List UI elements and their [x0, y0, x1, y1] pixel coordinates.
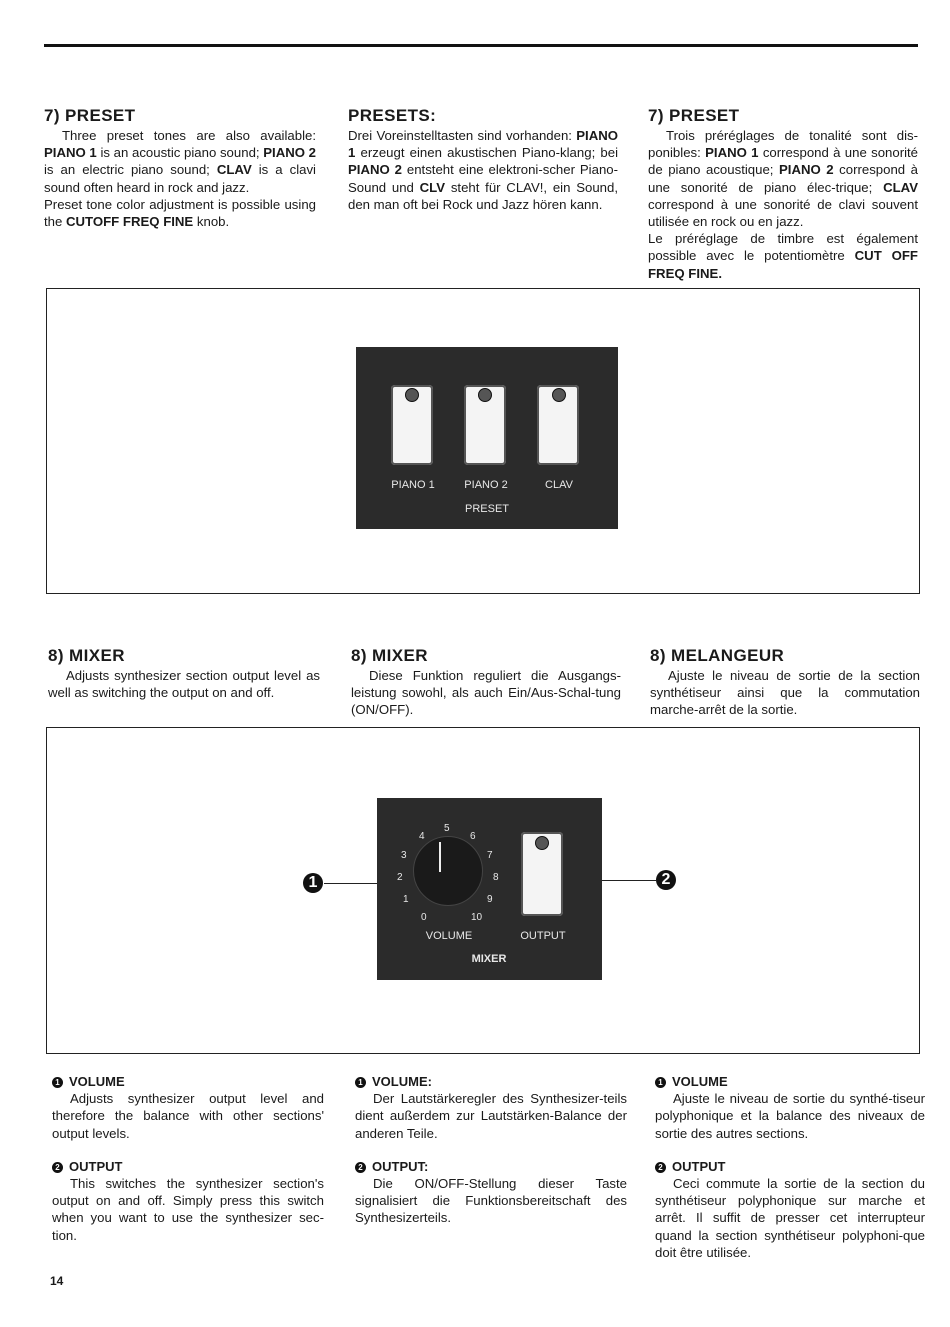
page-number: 14 [50, 1274, 64, 1288]
preset-fr: 7) PRESET Trois préréglages de tonalité sont dis-ponibles: PIANO 1 correspond à une sonorité de piano acoustique; PIANO 2 correspond à une sonorité de piano élec-trique; CLAV correspond à une sonorité de clavi souvent utilisée en rock ou en jazz. Le préréglage de timbre est également possible avec le potentiomètre CUT OFF FREQ FINE. [648, 106, 919, 281]
preset-section-label: PRESET [464, 503, 509, 515]
volume-tick: 4 [419, 831, 425, 842]
output-heading: OUTPUT [69, 1158, 123, 1174]
mixer-de: 8) MIXER Diese Funktion reguliert die Ausgangs-leistung sowohl, als auch Ein/Aus-Schal-tung (ON/OFF). [351, 646, 621, 718]
volume-tick: 5 [444, 823, 450, 834]
volume-heading: VOLUME: [372, 1074, 432, 1089]
volume-knob-pointer [439, 842, 441, 872]
volume-tick: 0 [421, 912, 427, 923]
top-rule [44, 44, 918, 47]
mixer-panel-photo [377, 798, 602, 980]
mixer-section-label: MIXER [471, 953, 507, 965]
details-de: 1 VOLUME: Der Lautstärkeregler des Synthesizer-teils dient außerdem zur Lautstärken-Balance der anderen Teile. 2 OUTPUT: Die ON/OFF-Stellung dieser Taste signalisiert die Funktionsbereitschaft des Synthesizerteils. [355, 1074, 627, 1226]
preset-en-heading: 7) PRESET [44, 106, 136, 125]
mixer-fr-heading: 8) MELANGEUR [650, 646, 785, 665]
callout-line-1 [324, 883, 377, 884]
preset-de-heading: PRESETS: [348, 106, 437, 125]
volume-tick: 9 [487, 894, 493, 905]
clav-led [552, 388, 566, 402]
marker-2-icon: 2 [52, 1162, 63, 1173]
volume-heading: VOLUME [672, 1074, 728, 1089]
piano1-label: PIANO 1 [391, 479, 435, 491]
callout-line-2 [602, 880, 656, 881]
details-fr: 1 VOLUME Ajuste le niveau de sortie du synthé-tiseur polyphonique et la balance des niveaux de sortie des autres sections. 2 OUTPUT Ceci commute la sortie de la section du synthétiseur polyphonique sur marche et arrêt. Il suffit de presser cet interrupteur quand la section synthétiseur polyphoni-que doit être utilisée. [655, 1074, 925, 1260]
callout-marker-1: 1 [303, 873, 323, 893]
preset-de: PRESETS: Drei Voreinstelltasten sind vorhanden: PIANO 1 erzeugt einen akustischen Piano-klang; bei PIANO 2 entsteht eine elektroni-scher Piano-Sound und CLV steht für CLAV!, ein Sound, den man oft bei Rock und Jazz hören kann. [348, 106, 619, 212]
marker-1-icon: 1 [52, 1077, 63, 1088]
clav-label: CLAV [545, 479, 573, 491]
volume-tick: 3 [401, 850, 407, 861]
output-label: OUTPUT [520, 930, 566, 942]
mixer-fr: 8) MELANGEUR Ajuste le niveau de sortie de la section synthétiseur ainsi que la commutation marche-arrêt de la sortie. [650, 646, 920, 718]
volume-label: VOLUME [425, 930, 473, 942]
preset-panel-photo [356, 347, 618, 529]
mixer-en: 8) MIXER Adjusts synthesizer section output level as well as switching the output on and off. [48, 646, 320, 701]
volume-tick: 6 [470, 831, 476, 842]
volume-heading: VOLUME [69, 1074, 125, 1089]
piano2-led [478, 388, 492, 402]
volume-tick: 10 [471, 912, 483, 923]
marker-1-icon: 1 [355, 1077, 366, 1088]
preset-en: 7) PRESET Three preset tones are also available: PIANO 1 is an acoustic piano sound; PIANO 2 is an electric piano sound; CLAV is a clavi sound often heard in rock and jazz. Preset tone color adjustment is possible using the CUTOFF FREQ FINE knob. [44, 106, 317, 230]
piano2-label: PIANO 2 [464, 479, 508, 491]
marker-2-icon: 2 [655, 1162, 666, 1173]
volume-tick: 2 [397, 872, 403, 883]
mixer-en-heading: 8) MIXER [48, 646, 125, 665]
piano1-led [405, 388, 419, 402]
volume-tick: 1 [403, 894, 409, 905]
output-heading: OUTPUT [672, 1158, 726, 1174]
volume-tick: 7 [487, 850, 493, 861]
details-en: 1 VOLUME Adjusts synthesizer output level and therefore the balance with other sections' output levels. 2 OUTPUT This switches the synthesizer section's output on and off. Simply press this switch when you want to use the synthesizer sec-tion. [52, 1074, 324, 1243]
preset-fr-heading: 7) PRESET [648, 106, 740, 125]
volume-knob[interactable] [413, 836, 483, 906]
marker-1-icon: 1 [655, 1077, 666, 1088]
mixer-de-heading: 8) MIXER [351, 646, 428, 665]
output-heading: OUTPUT: [372, 1158, 429, 1174]
marker-2-icon: 2 [355, 1162, 366, 1173]
callout-marker-2: 2 [656, 870, 676, 890]
volume-tick: 8 [493, 872, 499, 883]
output-led [535, 836, 549, 850]
